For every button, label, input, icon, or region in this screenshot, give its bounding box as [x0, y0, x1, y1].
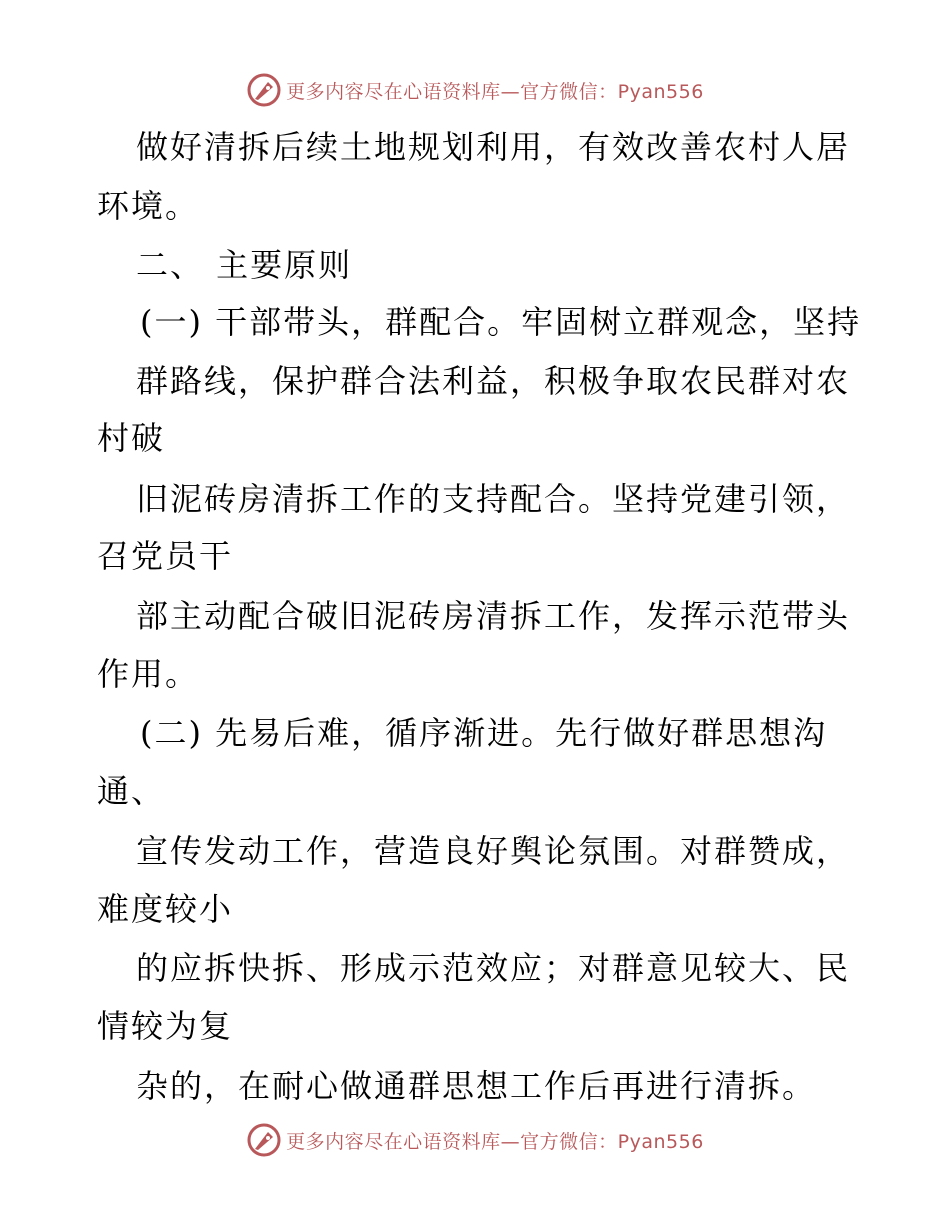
paragraph-line: 通、: [97, 772, 166, 810]
footer-watermark-banner: [0, 1120, 950, 1160]
paragraph-line: 的应拆快拆、形成示范效应；对群意见较大、民: [136, 949, 851, 987]
paragraph-line: (二) 先易后难，循序渐进。先行做好群思想沟: [140, 714, 828, 752]
section-heading: 二、 主要原则: [136, 246, 353, 284]
footer-watermark-text: 更多内容尽在心语资料库—官方微信：Pyan556: [286, 1130, 704, 1153]
paragraph-line: 村破: [97, 419, 166, 457]
paragraph-line: 召党员干: [97, 537, 234, 575]
paragraph-line: 环境。: [97, 187, 200, 225]
pen-nib-logo-icon: [246, 1122, 282, 1158]
paragraph-line: 宣传发动工作，营造良好舆论氛围。对群赞成，: [136, 832, 851, 870]
paragraph-line: 难度较小: [97, 890, 234, 928]
paragraph-line: 群路线，保护群合法利益，积极争取农民群对农: [136, 362, 851, 400]
paragraph-line: 旧泥砖房清拆工作的支持配合。坚持党建引领，: [136, 480, 851, 518]
pen-nib-logo-icon: [246, 72, 282, 108]
header-watermark-text: 更多内容尽在心语资料库—官方微信：Pyan556: [286, 80, 704, 103]
paragraph-line: 做好清拆后续土地规划利用，有效改善农村人居: [136, 128, 851, 166]
paragraph-line: 杂的，在耐心做通群思想工作后再进行清拆。: [136, 1067, 817, 1105]
paragraph-line: 情较为复: [97, 1007, 234, 1045]
paragraph-line: 作用。: [97, 655, 200, 693]
paragraph-line: (一) 干部带头，群配合。牢固树立群观念，坚持: [140, 303, 862, 341]
paragraph-line: 部主动配合破旧泥砖房清拆工作，发挥示范带头: [136, 597, 851, 635]
header-watermark-banner: [0, 70, 950, 110]
